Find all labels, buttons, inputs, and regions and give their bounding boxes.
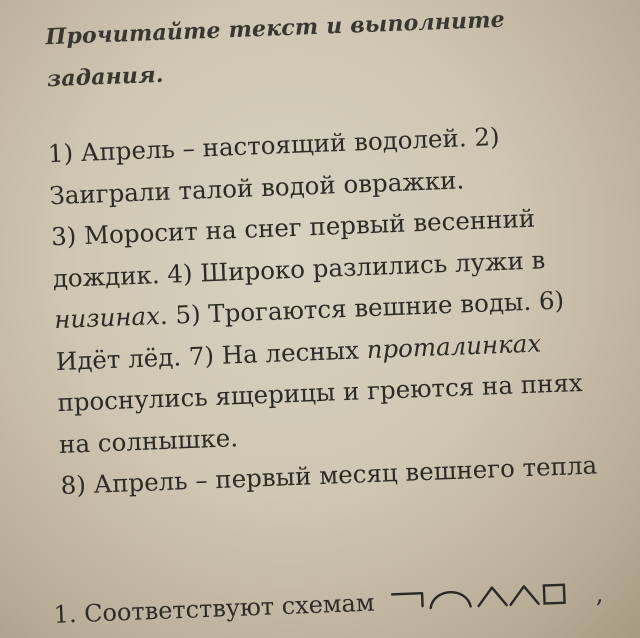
italic-word-protalinkakh: проталинках: [366, 327, 542, 364]
task-1: [53, 577, 604, 634]
suffix-caret-icon: [478, 586, 539, 606]
text-line-2: Заиграли талой водой овражки.: [48, 164, 465, 210]
root-scheme-icon: [392, 593, 422, 607]
text-line-5-rest: . 5) Трогаются вешние воды. 6): [159, 285, 565, 331]
text-line-1: 1) Апрель – настоящий водолей. 2): [47, 121, 501, 169]
task-1-label: 1. Соответствуют схемам: [53, 588, 375, 629]
morpheme-schemes: [387, 578, 588, 622]
text-line-6-start: Идёт лёд. 7) На лесных: [55, 334, 368, 376]
assignment-heading: [45, 0, 508, 100]
italic-word-nizinakh: низинах: [53, 301, 161, 335]
text-line-9: 8) Апрель – первый месяц вешнего тепла: [60, 450, 598, 501]
ending-box-icon: [544, 585, 565, 604]
heading-line-2: задания.: [46, 61, 165, 93]
text-line-4: дождик. 4) Широко разлились лужи в: [52, 244, 546, 293]
morpheme-schemes-svg: [387, 578, 588, 616]
text-line-3: 3) Моросит на снег первый весенний: [50, 203, 536, 252]
task-1-trailing-comma: ,: [595, 579, 604, 609]
text-line-7: проснулись ящерицы и греются на пнях: [56, 367, 584, 418]
text-line-8: на солнышке.: [58, 422, 239, 459]
heading-line-1: Прочитайте текст и выполните: [44, 6, 506, 51]
suffix-arc-icon: [430, 591, 471, 608]
reading-text: [47, 109, 640, 507]
